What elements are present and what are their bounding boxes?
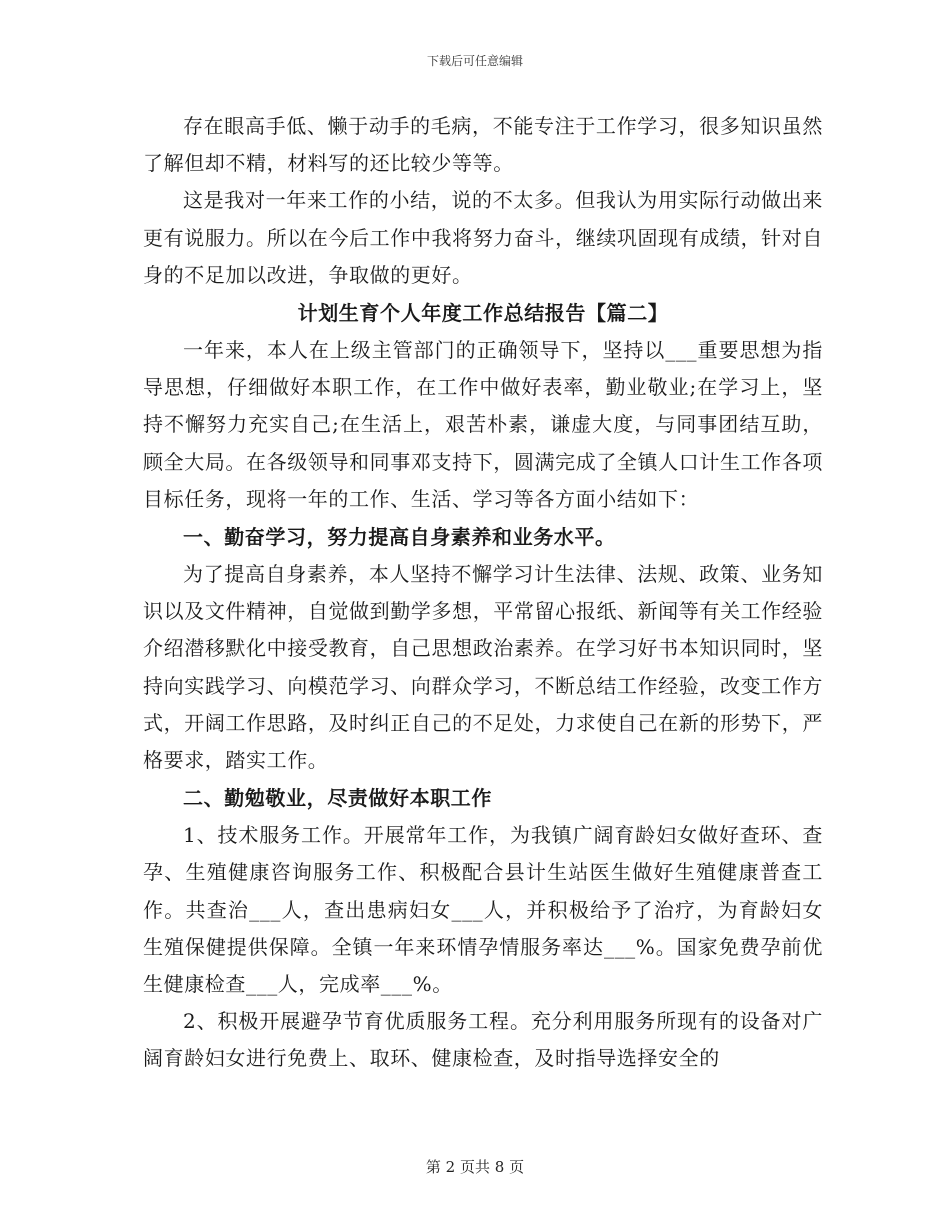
section-title: 计划生育个人年度工作总结报告【篇二】 — [297, 301, 669, 326]
heading-1: 一、勤奋学习，努力提高自身素养和业务水平。 — [183, 525, 616, 550]
document-body — [143, 108, 823, 1078]
page-header: 下载后可任意编辑 — [426, 54, 523, 68]
paragraph-2: 这是我对一年来工作的小结，说的不太多。但我认为用实际行动做出来更有说服力。所以在今后工作中我将努力奋斗，继续巩固现有成绩，针对自身的不足加以改进，争取做的更好。 — [143, 188, 823, 287]
page-footer: 第 2 页共 8 页 — [425, 1158, 525, 1176]
paragraph-4: 为了提高自身素养，本人坚持不懈学习计生法律、法规、政策、业务知识以及文件精神，自觉做到勤学多想，平常留心报纸、新闻等有关工作经验介绍潜移默化中接受教育，自己思想政治素养。在学习好书本知识同时，坚持向实践学习、向模范学习、向群众学习，不断总结工作经验，改变工作方式，开阔工作思路，及时纠正自己的不足处，力求使自己在新的形势下，严格要求，踏实工作。 — [143, 562, 823, 773]
paragraph-5: 1、技术服务工作。开展常年工作，为我镇广阔育龄妇女做好查环、查孕、生殖健康咨询服务工作、积极配合县计生站医生做好生殖健康普查工作。共查治___人，查出患病妇女___人，并积极给予了治疗，为育龄妇女生殖保健提供保障。全镇一年来环情孕情服务率达___%。国家免费孕前优生健康检查___人，完成率___%。 — [143, 823, 823, 997]
paragraph-6: 2、积极开展避孕节育优质服务工程。充分利用服务所现有的设备对广阔育龄妇女进行免费上、取环、健康检查，及时指导选择安全的 — [143, 1009, 823, 1071]
heading-2: 二、勤勉敬业，尽责做好本职工作 — [183, 786, 492, 811]
paragraph-3: 一年来，本人在上级主管部门的正确领导下，坚持以___重要思想为指导思想，仔细做好本职工作，在工作中做好表率，勤业敬业;在学习上，坚持不懈努力充实自己;在生活上，艰苦朴素，谦虚大度，与同事团结互助，顾全大局。在各级领导和同事邓支持下，圆满完成了全镇人口计生工作各项目标任务，现将一年的工作、生活、学习等各方面小结如下： — [143, 338, 823, 511]
paragraph-1: 存在眼高手低、懒于动手的毛病，不能专注于工作学习，很多知识虽然了解但却不精，材料写的还比较少等等。 — [143, 114, 823, 176]
